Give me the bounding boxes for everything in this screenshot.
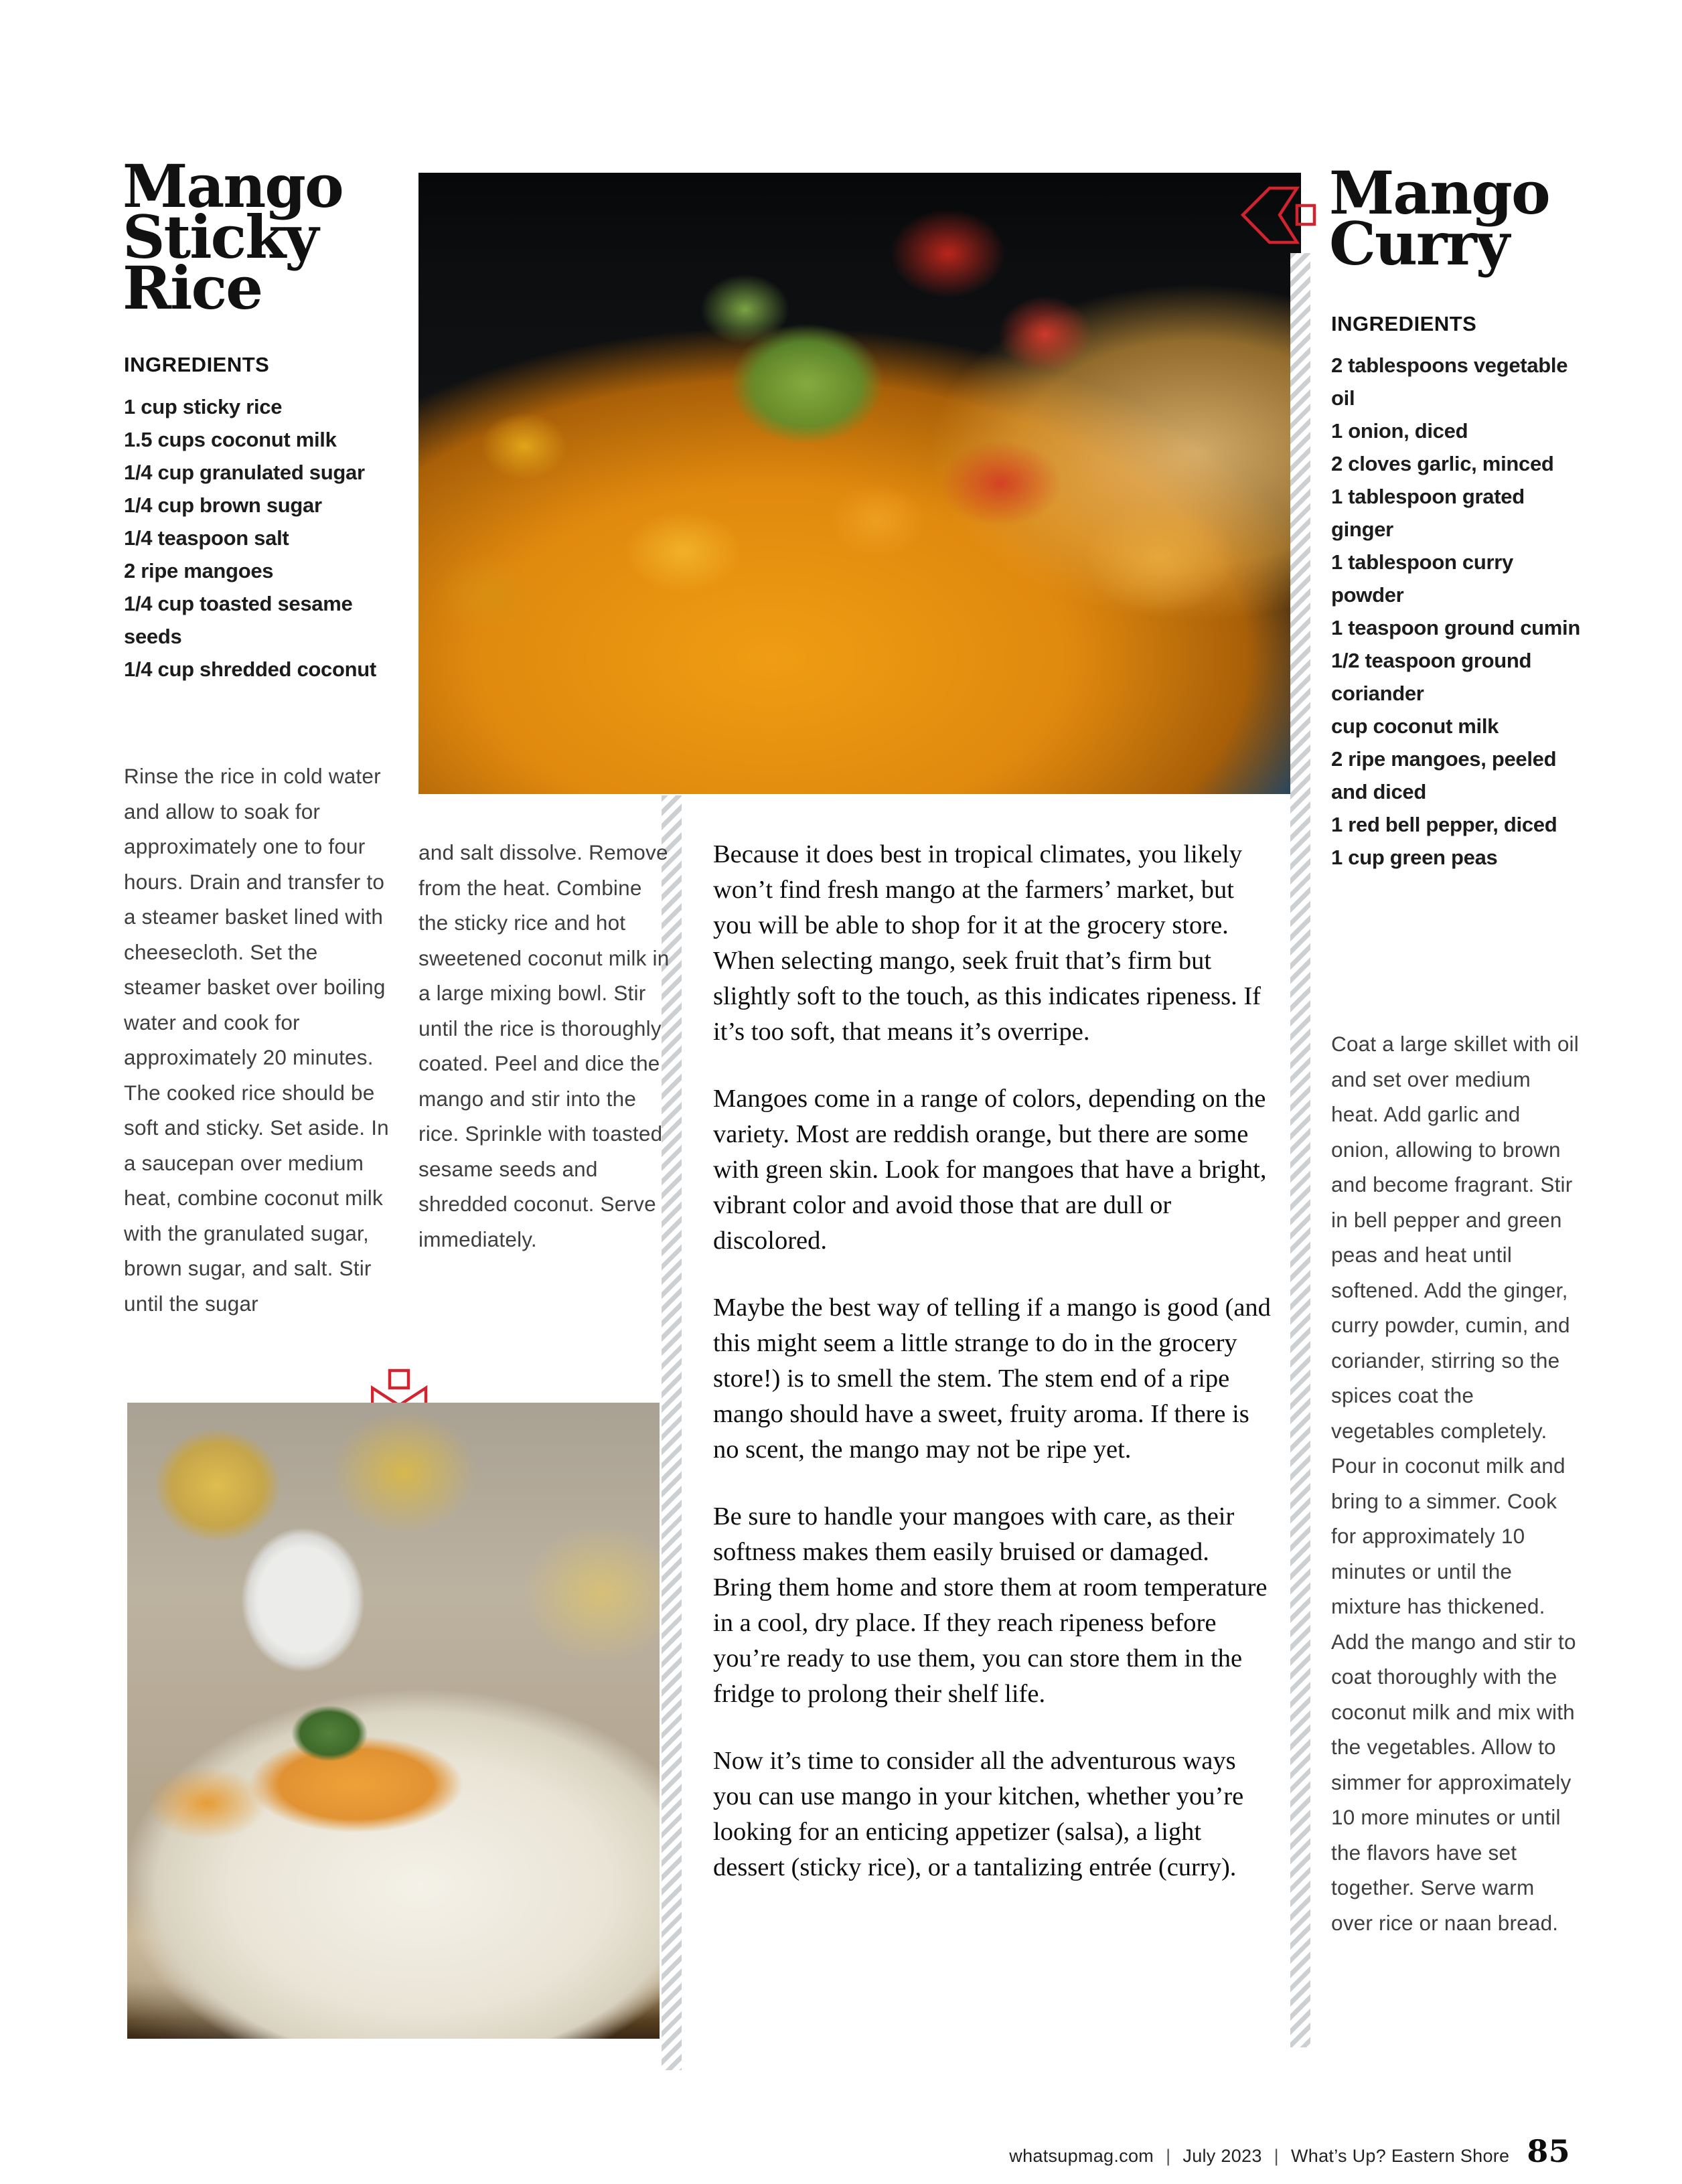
sticky-rice-photo (127, 1403, 660, 2039)
hatch-band-right (1290, 253, 1310, 2047)
list-item: 2 cloves garlic, minced (1331, 452, 1554, 475)
list-item: 1/4 cup shredded coconut (124, 657, 376, 681)
curry-ingredients-list (1331, 349, 1580, 874)
page-number: 85 (1527, 2133, 1570, 2169)
list-item: Be sure to handle your mangoes with care, as their softness makes them easily bruised or damaged. Bring them home and store them at room temperature in a cool, dry place. If they reach ripeness before you’re ready to use them, you can store them in the fridge to prolong their shelf life. (713, 1502, 1268, 1708)
footer-separator: | (1274, 2146, 1279, 2166)
list-item: 1 onion, diced (1331, 419, 1468, 443)
list-item: 1 cup sticky rice (124, 395, 283, 418)
list-item: 1.5 cups coconut milk (124, 428, 337, 451)
curry-photo (418, 173, 1301, 794)
list-item: 1 teaspoon ground cumin (1331, 616, 1581, 639)
curry-instructions: Coat a large skillet with oil and set over medium heat. Add garlic and onion, allowing to brown and become fragrant. Stir in bell pepper and green peas and heat until softened. Add the ginger, curry powder, cumin, and coriander, stirring so the spices coat the vegetables completely. Pour in coconut milk and bring to a simmer. Cook for approximately 10 minutes or until the mixture has thickened. Add the mango and stir to coat thoroughly with the coconut milk and mix with the vegetables. Allow to simmer for approximately 10 more minutes or until the flavors have set together. Serve warm over rice or naan bread. (1331, 1032, 1579, 1935)
list-item: 1 tablespoon grated ginger (1331, 485, 1525, 541)
list-item: 2 tablespoons vegetable oil (1331, 354, 1568, 410)
list-item: 1/4 cup toasted sesame seeds (124, 592, 353, 648)
list-item: 2 ripe mangoes (124, 559, 274, 582)
footer-separator: | (1166, 2146, 1171, 2166)
list-item: 1 red bell pepper, diced (1331, 813, 1557, 836)
sticky-rice-ingredients-list (124, 390, 393, 686)
sticky-rice-ingredients-heading: INGREDIENTS (124, 353, 270, 376)
list-item: Mango (123, 151, 343, 221)
footer (1009, 2133, 1570, 2169)
curry-ingredients-heading: INGREDIENTS (1331, 312, 1477, 335)
list-item: Because it does best in tropical climates, you likely won’t find fresh mango at the farmers’ market, but you will be able to shop for it at the grocery store. When selecting mango, seek fruit that’s firm but slightly soft to the touch, as this indicates ripeness. If it’s too soft, that means it’s overripe. (713, 840, 1261, 1046)
list-item: Rice (123, 253, 262, 323)
list-item: 1/4 cup granulated sugar (124, 461, 365, 484)
sticky-rice-instructions-col1: Rinse the rice in cold water and allow to soak for approximately one to four hours. Drain and transfer to a steamer basket lined with cheesecloth. Set the steamer basket over boiling water and cook for approximately 20 minutes. The cooked rice should be soft and sticky. Set aside. In a saucepan over medium heat, combine coconut milk with the granulated sugar, brown sugar, and salt. Stir until the sugar (124, 764, 389, 1316)
list-item: Mangoes come in a range of colors, depending on the variety. Most are reddish orange, but there are some with green skin. Look for mangoes that have a bright, vibrant color and avoid those that are dull or discolored. (713, 1085, 1267, 1255)
list-item: 1/4 teaspoon salt (124, 526, 289, 550)
list-item: 1/4 cup brown sugar (124, 493, 322, 517)
list-item: cup coconut milk (1331, 714, 1499, 738)
list-item: 1 tablespoon curry powder (1331, 550, 1513, 607)
footer-magazine: What’s Up? Eastern Shore (1291, 2146, 1510, 2166)
sticky-rice-instructions-col2: and salt dissolve. Remove from the heat. Combine the sticky rice and hot sweetened coconut milk in a large mixing bowl. Stir until the rice is thoroughly coated. Peel and dice the mango and stir into the rice. Sprinkle with toasted sesame seeds and shredded coconut. Serve immediately. (418, 840, 670, 1251)
footer-site: whatsupmag.com (1009, 2146, 1154, 2166)
list-item: Mango (1329, 158, 1549, 228)
list-item: 1 cup green peas (1331, 846, 1498, 869)
curry-title (1329, 158, 1549, 279)
list-item: Curry (1329, 209, 1509, 279)
list-item: 2 ripe mangoes, peeled and diced (1331, 747, 1557, 803)
article-body (713, 837, 1272, 1917)
list-item: Now it’s time to consider all the adventurous ways you can use mango in your kitchen, whether you’re looking for an enticing appetizer (salsa), a light dessert (sticky rice), or a tantalizing entrée (curry). (713, 1747, 1244, 1881)
list-item: 1/2 teaspoon ground coriander (1331, 649, 1532, 705)
sticky-rice-title (123, 151, 343, 323)
arrow-left-icon (1240, 182, 1318, 246)
footer-issue: July 2023 (1182, 2146, 1262, 2166)
list-item: Maybe the best way of telling if a mango is good (and this might seem a little strange to do in the grocery store!) is to smell the stem. The stem end of a ripe mango should have a sweet, fruity aroma. If there is no scent, the mango may not be ripe yet. (713, 1294, 1271, 1464)
list-item: Sticky (123, 202, 318, 272)
